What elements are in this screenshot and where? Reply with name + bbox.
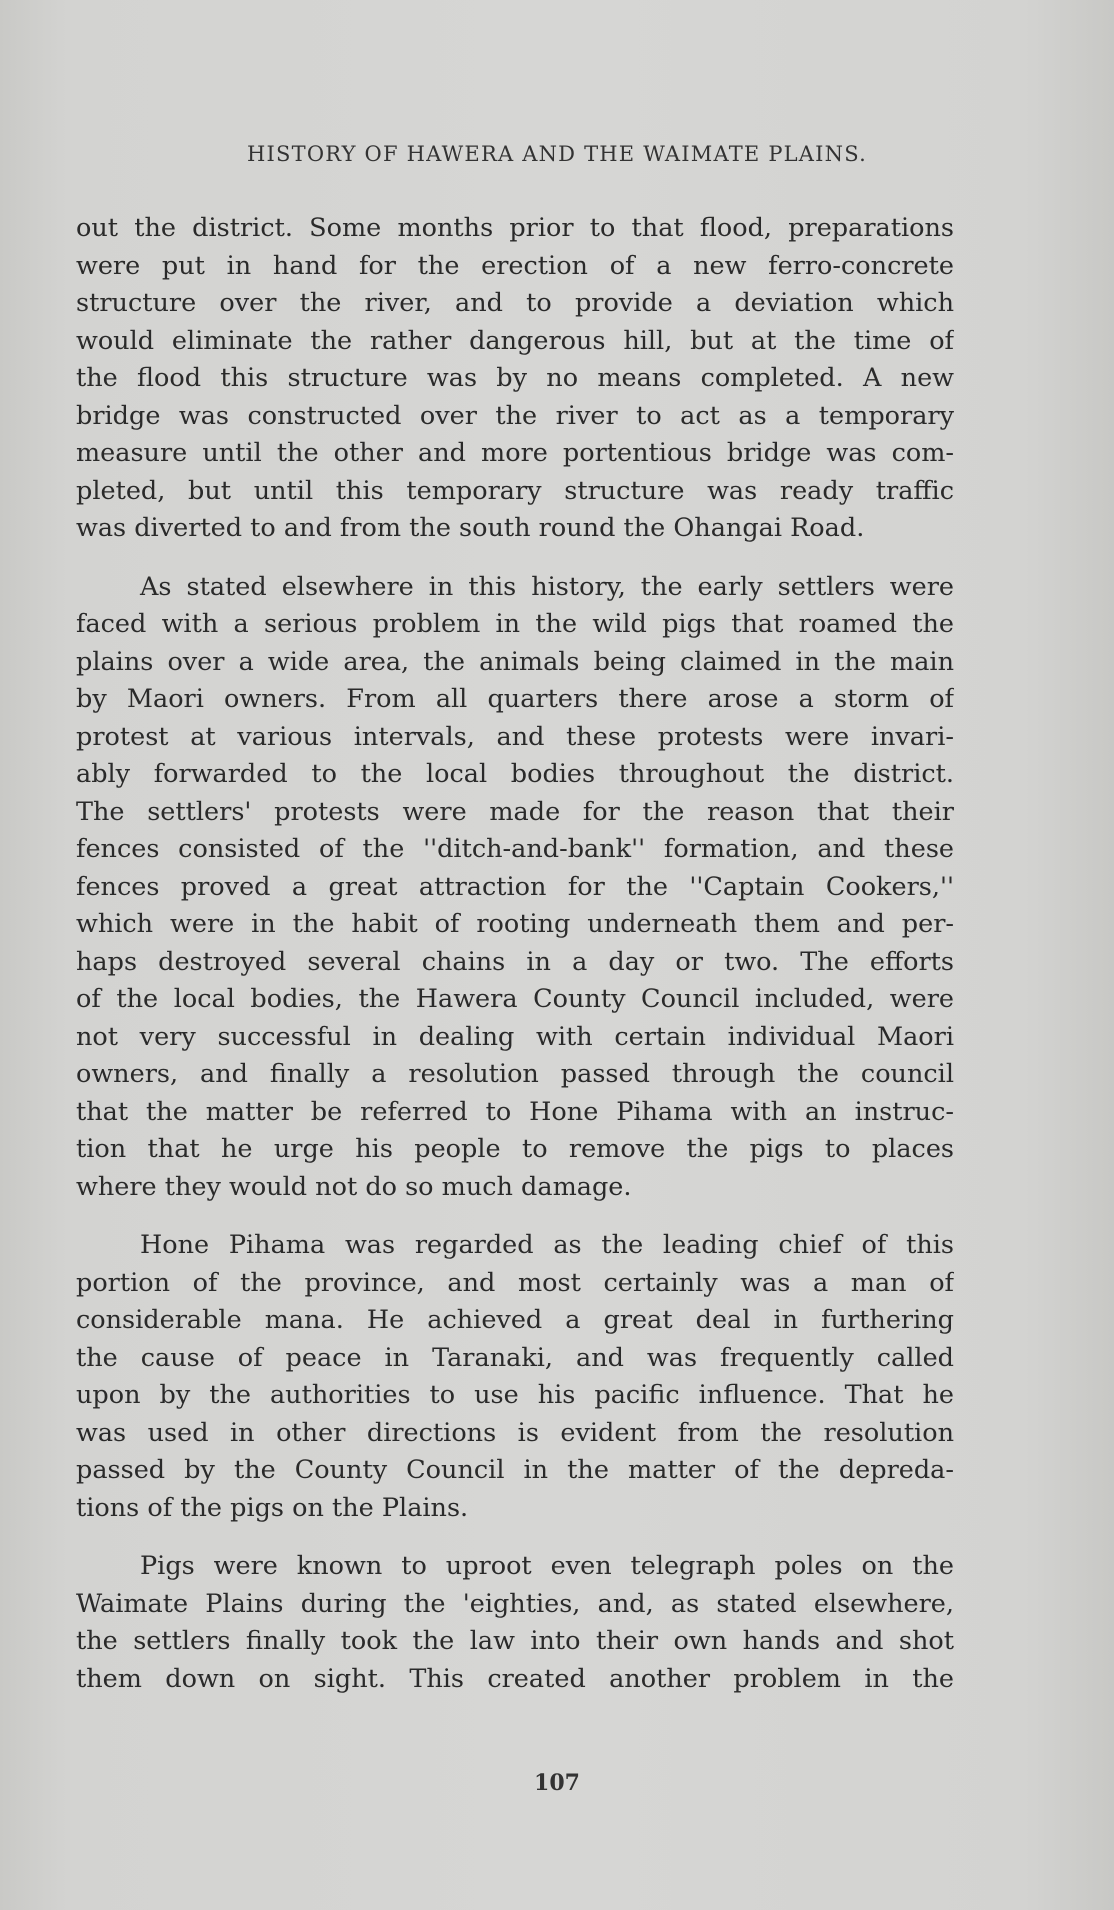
text-line: by Maori owners. From all quarters there arose a storm of bbox=[76, 684, 954, 714]
text-line: fences consisted of the ''ditch-and-bank'' formation, and these bbox=[76, 834, 954, 864]
text-line: considerable mana. He achieved a great deal in furthering bbox=[76, 1305, 954, 1335]
page-number: 107 bbox=[534, 1770, 580, 1796]
text-line: Hone Pihama was regarded as the leading chief of this bbox=[140, 1230, 954, 1260]
text-line: would eliminate the rather dangerous hill, but at the time of bbox=[76, 325, 954, 356]
text-line: were put in hand for the erection of a new ferro-concrete bbox=[76, 250, 954, 281]
text-line: not very successful in dealing with certain individual Maori bbox=[76, 1021, 954, 1052]
text-line: of the local bodies, the Hawera County Council included, were bbox=[76, 984, 954, 1014]
text-line: protest at various intervals, and these protests were invari- bbox=[76, 721, 954, 752]
text-line: out the district. Some months prior to that flood, preparations bbox=[76, 213, 954, 243]
text-line: which were in the habit of rooting underneath them and per- bbox=[76, 909, 954, 939]
text-line: upon by the authorities to use his pacific influence. That he bbox=[76, 1380, 954, 1410]
paragraph-3 bbox=[76, 1227, 954, 1527]
text-line: fences proved a great attraction for the ''Captain Cookers,'' bbox=[76, 871, 954, 902]
text-line: tions of the pigs on the Plains. bbox=[76, 1492, 469, 1523]
text-line: structure over the river, and to provide a deviation which bbox=[76, 288, 954, 318]
text-line: Pigs were known to uproot even telegraph poles on the bbox=[140, 1551, 954, 1581]
text-line: the cause of peace in Taranaki, and was frequently called bbox=[76, 1342, 954, 1373]
text-line: Waimate Plains during the 'eighties, and, as stated elsewhere, bbox=[76, 1588, 954, 1619]
text-line: tion that he urge his people to remove the pigs to places bbox=[76, 1134, 954, 1164]
text-line: where they would not do so much damage. bbox=[76, 1171, 632, 1202]
text-line: that the matter be referred to Hone Pihama with an instruc- bbox=[76, 1096, 954, 1127]
text-line: faced with a serious problem in the wild pigs that roamed the bbox=[76, 609, 954, 639]
paragraph-4 bbox=[76, 1548, 954, 1698]
text-line: plains over a wide area, the animals being claimed in the main bbox=[76, 646, 954, 677]
text-line: them down on sight. This created another problem in the bbox=[76, 1663, 954, 1694]
text-line: the flood this structure was by no means completed. A new bbox=[76, 363, 954, 393]
text-line: haps destroyed several chains in a day or two. The efforts bbox=[76, 946, 954, 977]
running-header: HISTORY OF HAWERA AND THE WAIMATE PLAINS. bbox=[247, 142, 867, 166]
body-text bbox=[76, 210, 954, 1719]
text-line: pleted, but until this temporary structure was ready traffic bbox=[76, 475, 954, 506]
text-line: measure until the other and more portentious bridge was com- bbox=[76, 438, 954, 468]
text-line: portion of the province, and most certainly was a man of bbox=[76, 1267, 954, 1298]
text-line: bridge was constructed over the river to act as a temporary bbox=[76, 400, 954, 431]
text-line: was used in other directions is evident from the resolution bbox=[76, 1417, 954, 1448]
text-line: passed by the County Council in the matter of the depreda- bbox=[76, 1455, 954, 1485]
text-line: the settlers finally took the law into their own hands and shot bbox=[76, 1626, 954, 1656]
text-line: The settlers' protests were made for the reason that their bbox=[76, 796, 954, 827]
text-line: was diverted to and from the south round the Ohangai Road. bbox=[76, 513, 865, 543]
text-line: owners, and finally a resolution passed through the council bbox=[76, 1059, 954, 1089]
text-line: As stated elsewhere in this history, the early settlers were bbox=[140, 571, 954, 602]
text-line: ably forwarded to the local bodies throughout the district. bbox=[76, 759, 954, 789]
paragraph-2 bbox=[76, 569, 954, 1207]
paragraph-1 bbox=[76, 210, 954, 548]
